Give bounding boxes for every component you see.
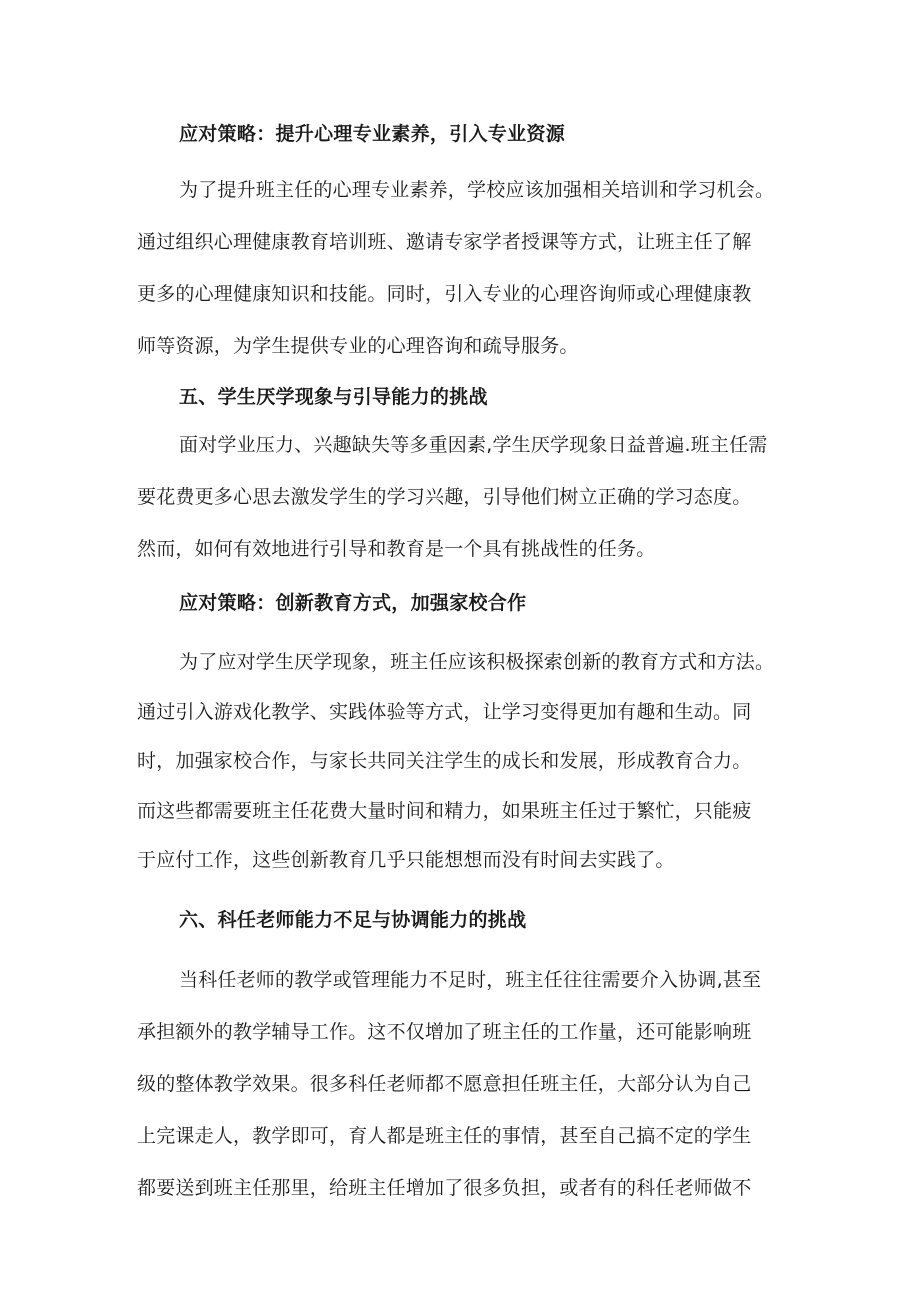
paragraph-line: 都要送到班主任那里，给班主任增加了很多负担，或者有的科任老师做不 <box>137 1177 752 1199</box>
paragraph-line: 为了应对学生厌学现象，班主任应该积极探索创新的教育方式和方法。 <box>179 651 775 673</box>
paragraph-line: 通过组织心理健康教育培训班、邀请专家学者授课等方式，让班主任了解 <box>137 231 752 253</box>
section-heading: 六、科任老师能力不足与协调能力的挑战 <box>179 909 527 931</box>
paragraph-line: 而这些都需要班主任花费大量时间和精力，如果班主任过于繁忙，只能疲 <box>137 800 752 822</box>
paragraph-line: 为了提升班主任的心理专业素养，学校应该加强相关培训和学习机会。 <box>179 179 775 201</box>
paragraph-line: 当科任老师的教学或管理能力不足时，班主任往往需要介入协调,甚至 <box>179 969 762 991</box>
paragraph-line: 级的整体教学效果。很多科任老师都不愿意担任班主任，大部分认为自己 <box>137 1073 752 1095</box>
section-heading: 应对策略：创新教育方式，加强家校合作 <box>179 592 527 614</box>
paragraph-line: 时，加强家校合作，与家长共同关注学生的成长和发展，形成教育合力。 <box>137 750 752 772</box>
paragraph-line: 面对学业压力、兴趣缺失等多重因素,学生厌学现象日益普遍.班主任需 <box>179 434 768 456</box>
paragraph-line: 师等资源，为学生提供专业的心理咨询和疏导服务。 <box>137 335 579 357</box>
paragraph-line: 承担额外的教学辅导工作。这不仅增加了班主任的工作量，还可能影响班 <box>137 1021 752 1043</box>
paragraph-line: 通过引入游戏化教学、实践体验等方式，让学习变得更加有趣和生动。同 <box>137 701 752 723</box>
paragraph-line: 更多的心理健康知识和技能。同时，引入专业的心理咨询师或心理健康教 <box>137 283 752 305</box>
section-heading: 五、学生厌学现象与引导能力的挑战 <box>179 386 488 408</box>
paragraph-line: 要花费更多心思去激发学生的学习兴趣，引导他们树立正确的学习态度。 <box>137 486 752 508</box>
paragraph-line: 于应付工作，这些创新教育几乎只能想想而没有时间去实践了。 <box>137 849 675 871</box>
paragraph-line: 上完课走人，教学即可，育人都是班主任的事情，甚至自己搞不定的学生 <box>137 1125 752 1147</box>
paragraph-line: 然而，如何有效地进行引导和教育是一个具有挑战性的任务。 <box>137 538 656 560</box>
section-heading: 应对策略：提升心理专业素养，引入专业资源 <box>179 123 566 145</box>
